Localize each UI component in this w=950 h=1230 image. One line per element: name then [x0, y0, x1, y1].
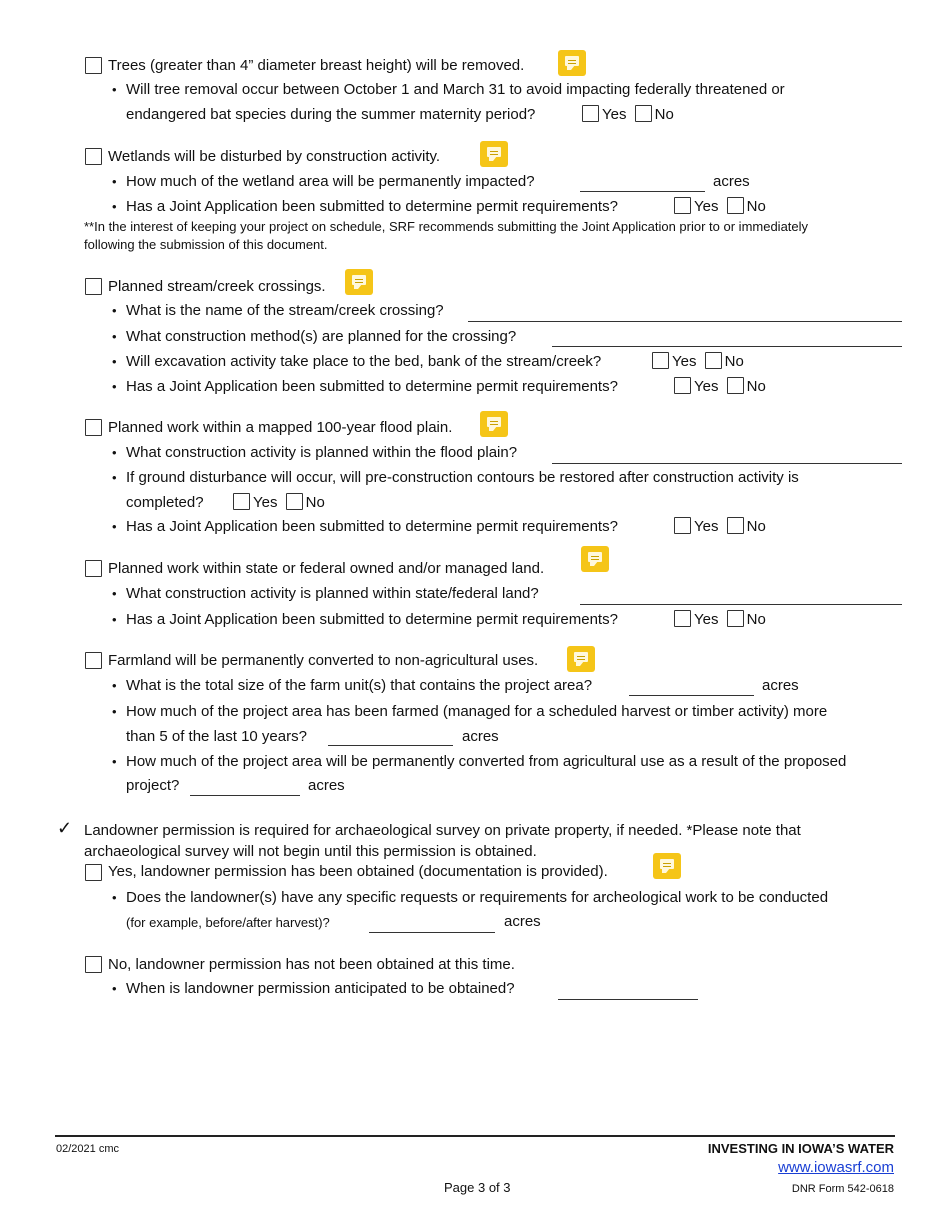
footer-page-number: Page 3 of 3 [444, 1180, 511, 1195]
wetlands-acres-unit: acres [713, 173, 750, 190]
bullet: • [112, 678, 117, 693]
wetlands-q2: Has a Joint Application been submitted to determine permit requirements? [126, 198, 618, 215]
bullet: • [112, 354, 117, 369]
stateland-q2: Has a Joint Application been submitted to determine permit requirements? [126, 611, 618, 628]
farmland-q2-unit: acres [462, 728, 499, 745]
stateland-q1: What construction activity is planned within state/federal land? [126, 585, 539, 602]
landowner-intro-line2: archaeological survey will not begin until this permission is obtained. [84, 843, 537, 860]
bullet: • [112, 586, 117, 601]
stateland-q2-yes-no [674, 610, 770, 630]
stream-checkbox[interactable] [85, 278, 102, 295]
trees-q1-line1: Will tree removal occur between October 1 and March 31 to avoid impacting federally threatened or [126, 81, 785, 98]
check-mark-icon: ✓ [57, 818, 73, 838]
landowner-yes-label: Yes, landowner permission has been obtained (documentation is provided). [108, 863, 608, 880]
stream-q1: What is the name of the stream/creek crossing? [126, 302, 444, 319]
comment-note-icon[interactable] [567, 646, 595, 672]
stream-q2: What construction method(s) are planned for the crossing? [126, 328, 517, 345]
stream-label: Planned stream/creek crossings. [108, 278, 326, 295]
yes-checkbox[interactable] [582, 105, 599, 122]
farmland-q1: What is the total size of the farm unit(s) that contains the project area? [126, 677, 593, 694]
bullet: • [112, 174, 117, 189]
bullet: • [112, 754, 117, 769]
bullet: • [112, 704, 117, 719]
landowner-date-field[interactable] [558, 999, 698, 1000]
yes-checkbox[interactable] [674, 197, 691, 214]
yes-checkbox[interactable] [674, 517, 691, 534]
yes-label: Yes [672, 353, 697, 370]
trees-label: Trees (greater than 4” diameter breast height) will be removed. [108, 57, 525, 74]
no-label: No [746, 518, 766, 535]
bullet: • [112, 445, 117, 460]
bullet: • [112, 981, 117, 996]
floodplain-q2-line2: completed? [126, 494, 204, 511]
yes-label: Yes [253, 494, 278, 511]
yes-checkbox[interactable] [233, 493, 250, 510]
bullet: • [112, 379, 117, 394]
trees-q1-yes-no [582, 105, 678, 125]
footer-tagline: INVESTING IN IOWA’S WATER [707, 1141, 894, 1156]
yes-label: Yes [694, 518, 719, 535]
footer-form-number: DNR Form 542-0618 [791, 1183, 894, 1195]
stateland-checkbox[interactable] [85, 560, 102, 577]
stateland-activity-field[interactable] [580, 604, 902, 605]
no-label: No [746, 611, 766, 628]
no-checkbox[interactable] [635, 105, 652, 122]
farmland-total-field[interactable] [629, 695, 754, 696]
bullet: • [112, 890, 117, 905]
comment-note-icon[interactable] [653, 853, 681, 879]
floodplain-q1: What construction activity is planned within the flood plain? [126, 444, 518, 461]
stream-q4-yes-no [674, 377, 770, 397]
bullet: • [112, 470, 117, 485]
farmland-q3-line2: project? [126, 777, 180, 794]
no-label: No [724, 353, 744, 370]
farmland-q3-unit: acres [308, 777, 345, 794]
wetlands-acres-field[interactable] [580, 191, 705, 192]
stream-q4: Has a Joint Application been submitted to determine permit requirements? [126, 378, 618, 395]
landowner-yes-q1-unit: acres [504, 913, 541, 930]
farmland-q2-line2: than 5 of the last 10 years? [126, 728, 307, 745]
yes-checkbox[interactable] [674, 610, 691, 627]
landowner-no-checkbox[interactable] [85, 956, 102, 973]
floodplain-label: Planned work within a mapped 100-year flood plain. [108, 419, 453, 436]
floodplain-q3: Has a Joint Application been submitted to determine permit requirements? [126, 518, 618, 535]
no-label: No [746, 198, 766, 215]
wetlands-q2-yes-no [674, 197, 770, 217]
farmland-q2-line1: How much of the project area has been farmed (managed for a scheduled harvest or timber activity) more [126, 703, 828, 720]
floodplain-q3-yes-no [674, 517, 770, 537]
floodplain-activity-field[interactable] [552, 463, 902, 464]
yes-label: Yes [694, 198, 719, 215]
comment-note-icon[interactable] [345, 269, 373, 295]
trees-checkbox[interactable] [85, 57, 102, 74]
comment-note-icon[interactable] [480, 411, 508, 437]
farmland-converted-field[interactable] [190, 795, 300, 796]
stream-q3: Will excavation activity take place to the bed, bank of the stream/creek? [126, 353, 602, 370]
stream-name-field[interactable] [468, 321, 902, 322]
landowner-yes-q1-line2: (for example, before/after harvest)? [126, 915, 330, 930]
landowner-no-q1: When is landowner permission anticipated to be obtained? [126, 980, 515, 997]
footer-url-link[interactable]: www.iowasrf.com [778, 1159, 894, 1176]
landowner-requests-field[interactable] [369, 932, 495, 933]
footer-rule [55, 1135, 895, 1137]
comment-note-icon[interactable] [480, 141, 508, 167]
no-checkbox[interactable] [705, 352, 722, 369]
farmland-label: Farmland will be permanently converted to non-agricultural uses. [108, 652, 539, 669]
landowner-no-label: No, landowner permission has not been obtained at this time. [108, 956, 515, 973]
no-checkbox[interactable] [286, 493, 303, 510]
no-label: No [654, 106, 674, 123]
landowner-intro-line1: Landowner permission is required for archaeological survey on private property, if needed. *Please note that [84, 822, 801, 839]
wetlands-note-line1: **In the interest of keeping your project on schedule, SRF recommends submitting the Joint Application prior to or immediately [84, 219, 809, 234]
landowner-yes-q1-line1: Does the landowner(s) have any specific requests or requirements for archeological work to be conducted [126, 889, 829, 906]
bullet: • [112, 519, 117, 534]
comment-note-icon[interactable] [581, 546, 609, 572]
wetlands-q1: How much of the wetland area will be permanently impacted? [126, 173, 535, 190]
wetlands-note-line2: following the submission of this document. [84, 237, 328, 252]
stateland-label: Planned work within state or federal owned and/or managed land. [108, 560, 545, 577]
yes-label: Yes [694, 611, 719, 628]
no-label: No [746, 378, 766, 395]
floodplain-checkbox[interactable] [85, 419, 102, 436]
farmland-q1-unit: acres [762, 677, 799, 694]
wetlands-label: Wetlands will be disturbed by construction activity. [108, 148, 441, 165]
yes-checkbox[interactable] [652, 352, 669, 369]
yes-label: Yes [602, 106, 627, 123]
bullet: • [112, 329, 117, 344]
comment-note-icon[interactable] [558, 50, 586, 76]
yes-checkbox[interactable] [674, 377, 691, 394]
footer-date-code: 02/2021 cmc [56, 1143, 119, 1155]
no-checkbox[interactable] [727, 517, 744, 534]
landowner-yes-checkbox[interactable] [85, 864, 102, 881]
farmland-q3-line1: How much of the project area will be permanently converted from agricultural use as a result of the proposed [126, 753, 847, 770]
farmland-checkbox[interactable] [85, 652, 102, 669]
no-checkbox[interactable] [727, 377, 744, 394]
bullet: • [112, 82, 117, 97]
bullet: • [112, 303, 117, 318]
wetlands-checkbox[interactable] [85, 148, 102, 165]
floodplain-q2-yes-no [233, 493, 329, 513]
stream-method-field[interactable] [552, 346, 902, 347]
yes-label: Yes [694, 378, 719, 395]
bullet: • [112, 199, 117, 214]
no-checkbox[interactable] [727, 610, 744, 627]
farmland-farmed-field[interactable] [328, 745, 453, 746]
floodplain-q2-line1: If ground disturbance will occur, will pre-construction contours be restored after construction activity is [126, 469, 799, 486]
stream-q3-yes-no [652, 352, 748, 372]
no-label: No [305, 494, 325, 511]
bullet: • [112, 612, 117, 627]
no-checkbox[interactable] [727, 197, 744, 214]
trees-q1-line2: endangered bat species during the summer maternity period? [126, 106, 536, 123]
